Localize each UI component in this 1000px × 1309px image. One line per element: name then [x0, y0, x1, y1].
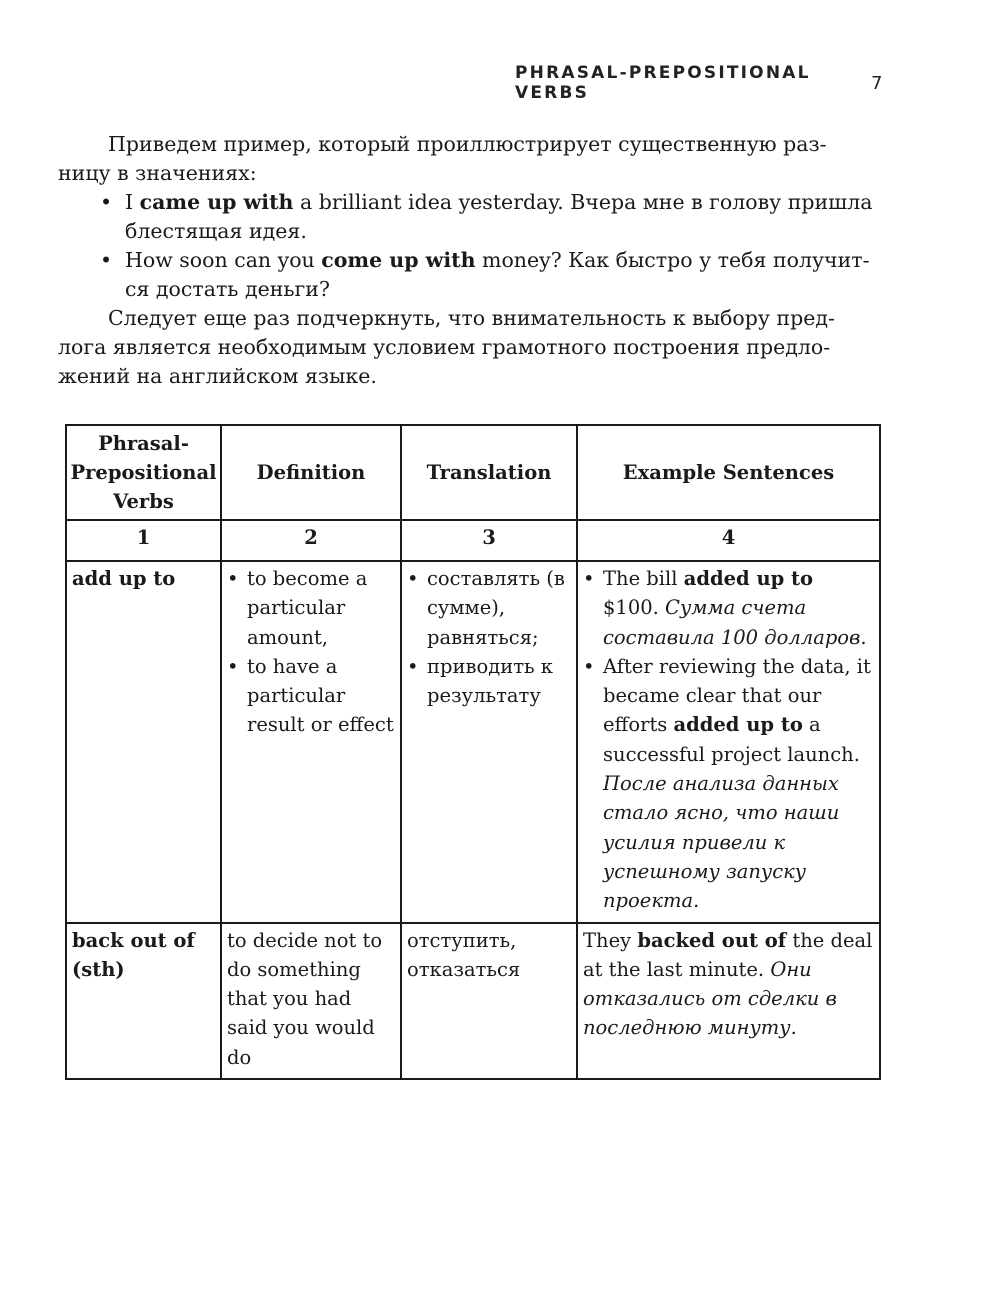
example-bullet-2: • How soon can you come up with money? Как быстро у тебя получит- ся достать деньги?: [100, 248, 870, 301]
column-number: 4: [577, 520, 880, 561]
column-number-row: [66, 520, 880, 561]
header-title: PHRASAL-PREPOSITIONAL VERBS: [515, 63, 811, 103]
definition-cell: [221, 561, 401, 923]
running-header: [515, 63, 885, 103]
table-header-row: [66, 425, 880, 520]
list-item: • приводить к результату: [407, 652, 571, 711]
column-number: 3: [401, 520, 577, 561]
phrasal-verb-highlight: come up with: [321, 248, 476, 272]
bullet-marker: •: [407, 567, 419, 590]
closing-line-1: Следует еще раз подчеркнуть, что внимательность к выбору пред-: [108, 306, 835, 330]
table-row: [66, 923, 880, 1079]
definition-cell: to decide not to do something that you had said you would do: [221, 923, 401, 1079]
bullet-marker: •: [583, 654, 595, 678]
column-header-translation: Translation: [401, 425, 577, 520]
intro-text: [58, 130, 880, 391]
definition-list: [227, 564, 395, 740]
bullet-marker: •: [407, 654, 419, 678]
column-header-examples: Example Sentences: [577, 425, 880, 520]
verb-cell: back out of (sth): [66, 923, 221, 1079]
phrasal-verb-highlight: backed out of: [637, 928, 787, 952]
column-number: 1: [66, 520, 221, 561]
example-cell: They backed out of the deal at the last minute. Они отказались от сделки в последнюю минуту.: [577, 923, 880, 1079]
phrasal-verbs-table: [65, 424, 881, 1080]
example-bullet-1: • I came up with a brilliant idea yesterday. Вчера мне в голову пришла блестящая идея.: [100, 190, 873, 243]
intro-line-2: ницу в значениях:: [58, 161, 257, 185]
russian-translation: Они отказались от сделки в последнюю минуту.: [583, 957, 837, 1040]
column-number: 2: [221, 520, 401, 561]
bullet-marker: •: [583, 567, 595, 590]
list-item: • The bill added up to $100. Сумма счета составила 100 долларов.: [583, 564, 874, 652]
translation-list: [407, 564, 571, 710]
bullet-marker: •: [100, 190, 113, 214]
phrasal-verb-highlight: added up to: [673, 713, 803, 737]
closing-line-2: лога является необходимым условием грамотного построения предло-: [58, 335, 831, 359]
intro-line-1: Приведем пример, который проиллюстрирует существенную раз-: [108, 132, 827, 156]
bullet-marker: •: [227, 654, 239, 678]
example-cell: [577, 561, 880, 923]
russian-translation: Сумма счета составила 100 долларов.: [603, 596, 867, 649]
verb-cell: add up to: [66, 561, 221, 923]
column-header-verbs: Phrasal- Prepositional Verbs: [66, 425, 221, 520]
page-number: 7: [871, 72, 883, 94]
list-item: • to have a particular result or effect: [227, 652, 395, 740]
list-item: • After reviewing the data, it became clear that our efforts added up to a successful project launch. После анализа данных стало ясно, что наши усилия привели к успешному запуску проекта.: [583, 652, 874, 916]
bullet-marker: •: [100, 248, 113, 272]
list-item: • to become a particular amount,: [227, 564, 395, 652]
russian-translation: После анализа данных стало ясно, что наши усилия привели к успешному запуску проекта.: [603, 772, 840, 913]
phrasal-verb-highlight: came up with: [139, 190, 294, 214]
table-row: [66, 561, 880, 923]
list-item: • составлять (в сумме), равняться;: [407, 564, 571, 652]
bullet-marker: •: [227, 567, 239, 590]
example-list: [583, 564, 874, 916]
translation-cell: отступить, отказаться: [401, 923, 577, 1079]
closing-line-3: жений на английском языке.: [58, 364, 377, 388]
translation-cell: [401, 561, 577, 923]
column-header-definition: Definition: [221, 425, 401, 520]
phrasal-verb-highlight: added up to: [683, 567, 814, 590]
